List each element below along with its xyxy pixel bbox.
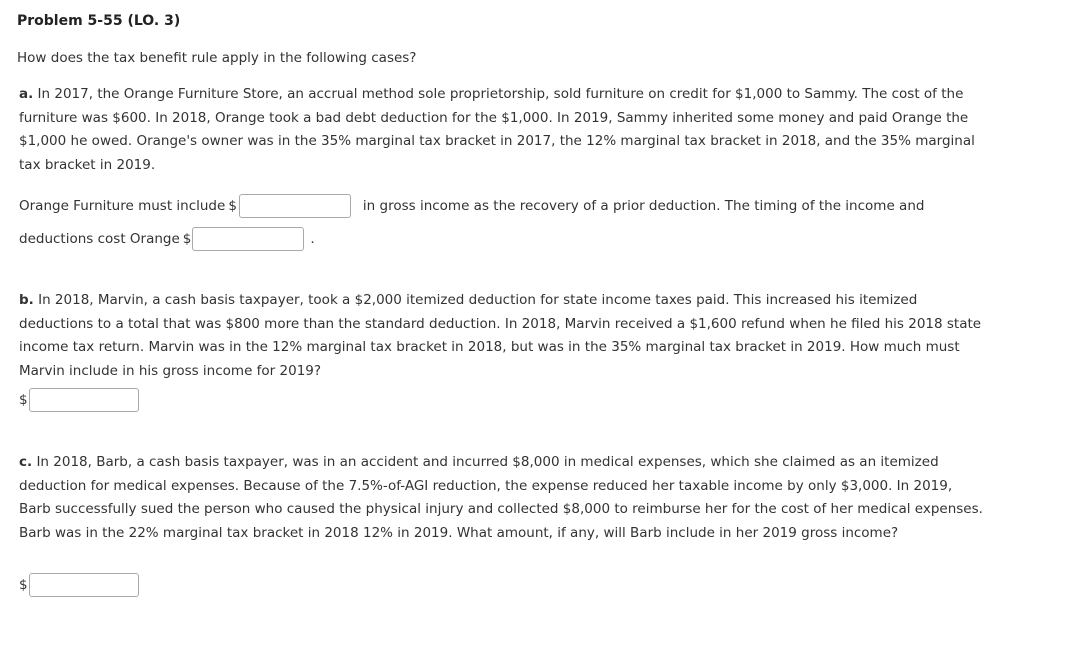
part-b-currency: $ <box>19 392 28 408</box>
part-c-amount-input[interactable] <box>29 573 139 597</box>
part-a-cost-input[interactable] <box>192 227 304 251</box>
part-a-question <box>19 83 984 177</box>
part-c-answer-line <box>19 572 139 598</box>
part-b-question <box>19 289 984 383</box>
part-c-letter: c. <box>19 454 33 470</box>
part-b-amount-input[interactable] <box>29 388 139 412</box>
problem-title: Problem 5-55 (LO. 3) <box>17 13 181 29</box>
part-a-letter: a. <box>19 86 34 102</box>
part-a-line1-suffix: in gross income as the recovery of a prior deduction. The timing of the income and <box>362 198 925 214</box>
part-c-text: In 2018, Barb, a cash basis taxpayer, was in an accident and incurred $8,000 in medical expenses, which she claimed as an itemized deduction for medical expenses. Because of the 7.5%-of-AGI reduction, the expense reduced her taxable income by only $3,000. In 2019, Barb successfully sued the person who caused the physical injury and collected $8,000 to reimburse her for the cost of her medical expenses. Barb was in the 22% marginal tax bracket in 2018 12% in 2019. What amount, if any, will Barb include in her 2019 gross income? <box>19 454 983 541</box>
part-a-line1-prefix: Orange Furniture must include <box>19 198 226 214</box>
part-c-currency: $ <box>19 577 28 593</box>
part-a-answer-line-2 <box>19 226 315 252</box>
part-a-currency-1: $ <box>228 198 237 214</box>
part-a-recovery-input[interactable] <box>239 194 351 218</box>
part-b-text: In 2018, Marvin, a cash basis taxpayer, took a $2,000 itemized deduction for state income taxes paid. This increased his itemized deductions to a total that was $800 more than the standard deduction. In 2018, Marvin received a $1,600 refund when he filed his 2018 state income tax return. Marvin was in the 12% marginal tax bracket in 2018, but was in the 35% marginal tax bracket in 2019. How much must Marvin include in his gross income for 2019? <box>19 292 982 379</box>
part-a-answer-line-1 <box>19 193 924 219</box>
problem-intro: How does the tax benefit rule apply in the following cases? <box>17 50 417 66</box>
part-a-currency-2: $ <box>182 231 192 247</box>
part-b-letter: b. <box>19 292 34 308</box>
part-a-text: In 2017, the Orange Furniture Store, an accrual method sole proprietorship, sold furniture on credit for $1,000 to Sammy. The cost of the furniture was $600. In 2018, Orange took a bad debt deduction for the $1,000. In 2019, Sammy inherited some money and paid Orange the $1,000 he owed. Orange's owner was in the 35% marginal tax bracket in 2017, the 12% marginal tax bracket in 2018, and the 35% marginal tax bracket in 2019. <box>19 86 975 173</box>
part-b-answer-line <box>19 387 139 413</box>
part-a-line2-prefix: deductions cost Orange <box>19 231 180 247</box>
part-c-question <box>19 451 984 545</box>
part-a-line2-suffix: . <box>310 231 315 247</box>
